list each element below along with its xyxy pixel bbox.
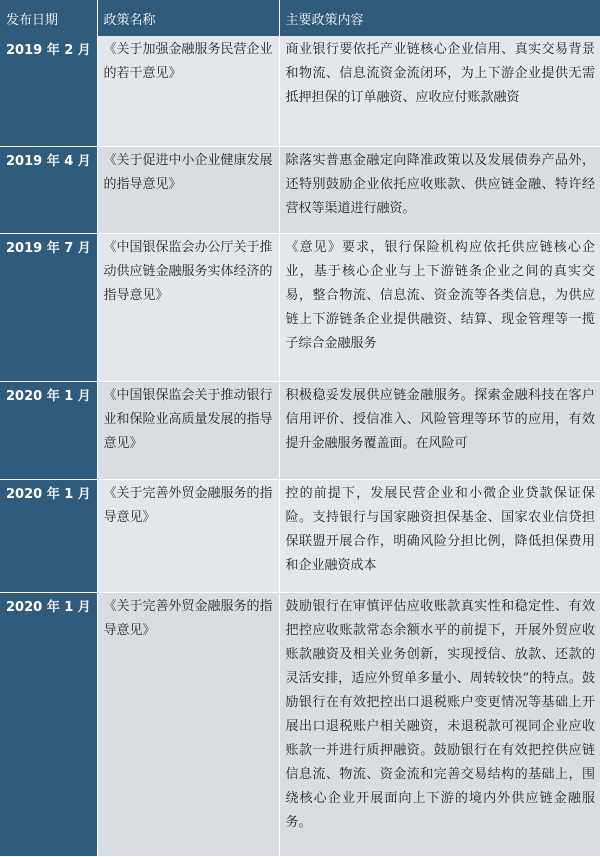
date-cell: 2020 年 1 月 (0, 592, 97, 856)
policy-content-cell: 除落实普惠金融定向降准政策以及发展债券产品外，还特别鼓励企业依托应收账款、供应链金融、特许经营权等渠道进行融资。 (279, 146, 600, 233)
date-cell: 2019 年 4 月 (0, 146, 97, 233)
policy-name-cell: 《关于完善外贸金融服务的指导意见》 (97, 592, 279, 856)
table-row (0, 381, 600, 479)
policy-content-cell: 商业银行要依托产业链核心企业信用、真实交易背景和物流、信息流资金流闭环，为上下游企业提供无需抵押担保的订单融资、应收应付账款融资 (279, 36, 600, 146)
table-row (0, 36, 600, 146)
header-policy-content: 主要政策内容 (279, 0, 600, 36)
date-cell: 2020 年 1 月 (0, 479, 97, 592)
policy-content-cell: 积极稳妥发展供应链金融服务。探索金融科技在客户信用评价、授信准入、风险管理等环节的应用，有效提升金融服务覆盖面。在风险可 (279, 381, 600, 479)
header-policy-name: 政策名称 (97, 0, 279, 36)
policy-content-cell: 《意见》要求，银行保险机构应依托供应链核心企业，基于核心企业与上下游链条企业之间的真实交易，整合物流、信息流、资金流等各类信息，为供应链上下游链条企业提供融资、结算、现金管理等一揽子综合金融服务 (279, 233, 600, 381)
table-row (0, 592, 600, 856)
date-cell: 2019 年 2 月 (0, 36, 97, 146)
table-row (0, 479, 600, 592)
date-cell: 2019 年 7 月 (0, 233, 97, 381)
policy-content-cell: 鼓励银行在审慎评估应收账款真实性和稳定性、有效把控应收账款常态余额水平的前提下，开展外贸应收账款融资及相关业务创新，实现授信、放款、还款的灵活安排，适应外贸单多量小、周转较快”的特点。鼓励银行在有效把控出口退税账户变更情况等基础上开展出口退税账户相关融资，未退税款可视同企业应收账款一并进行质押融资。鼓励银行在有效把控供应链信息流、物流、资金流和完善交易结构的基础上，围绕核心企业开展面向上下游的境内外供应链金融服务。 (279, 592, 600, 856)
header-date: 发布日期 (0, 0, 97, 36)
policy-name-cell: 《中国银保监会关于推动银行业和保险业高质量发展的指导意见》 (97, 381, 279, 479)
table-row (0, 233, 600, 381)
policy-name-cell: 《关于完善外贸金融服务的指导意见》 (97, 479, 279, 592)
policy-name-cell: 《中国银保监会办公厅关于推动供应链金融服务实体经济的指导意见》 (97, 233, 279, 381)
table-row (0, 146, 600, 233)
policy-content-cell: 控的前提下，发展民营企业和小微企业贷款保证保险。支持银行与国家融资担保基金、国家农业信贷担保联盟开展合作，明确风险分担比例，降低担保费用和企业融资成本 (279, 479, 600, 592)
date-cell: 2020 年 1 月 (0, 381, 97, 479)
header-row (0, 0, 600, 36)
policy-name-cell: 《关于促进中小企业健康发展的指导意见》 (97, 146, 279, 233)
policy-name-cell: 《关于加强金融服务民营企业的若干意见》 (97, 36, 279, 146)
